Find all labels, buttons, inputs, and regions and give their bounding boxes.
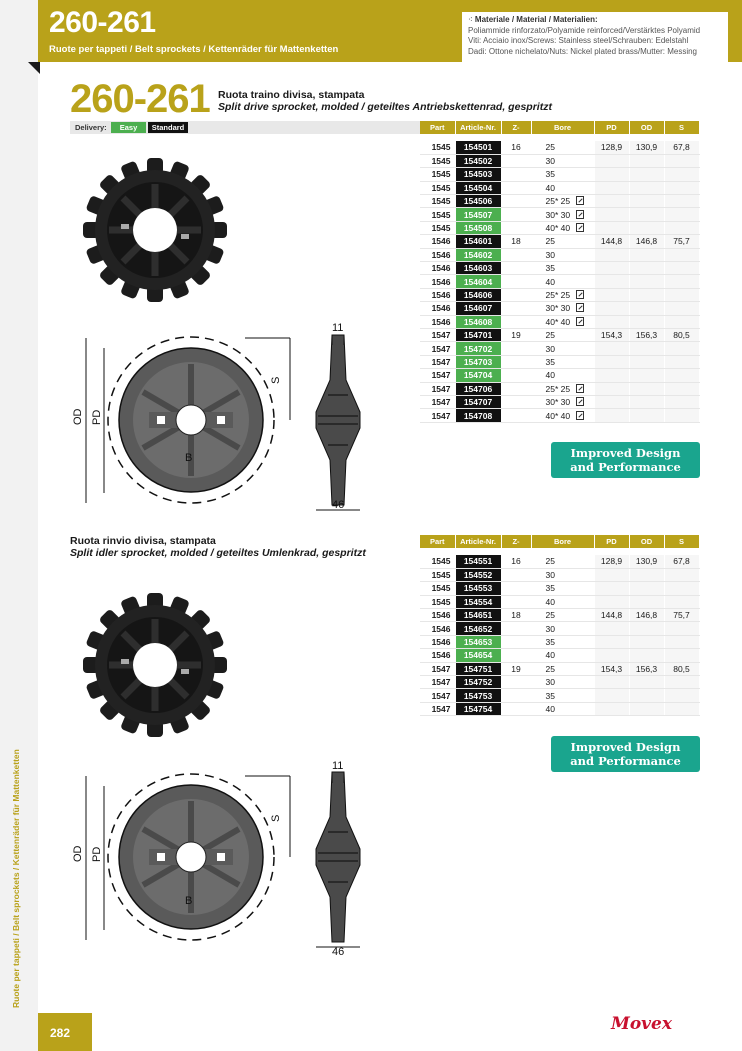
cell-art: 154506 [455, 195, 501, 208]
cell-art: 154753 [455, 689, 501, 702]
cell-s: 75,7 [664, 609, 699, 622]
cell-part: 1547 [420, 689, 455, 702]
cell-pd: 144,8 [594, 609, 629, 622]
sidebar-text: Ruote per tappeti / Belt sprockets / Kettenräder für Mattenketten [11, 749, 21, 1008]
cell-s: 75,7 [664, 235, 699, 248]
cell-part: 1547 [420, 409, 455, 422]
materials-line: Poliammide rinforzato/Polyamide reinforced/Verstärktes Polyamid [468, 25, 701, 35]
pd-label: PD [91, 409, 103, 425]
od-label: OD [72, 845, 84, 862]
cell-art: 154704 [455, 369, 501, 382]
cell-bore: 30* 30 [531, 395, 594, 408]
width-bottom-label: 46 [332, 499, 345, 511]
cell-z: 16 [501, 555, 531, 568]
cell-part: 1547 [420, 355, 455, 368]
cell-art: 154751 [455, 662, 501, 675]
od-label: OD [72, 408, 84, 425]
cell-art: 154706 [455, 382, 501, 395]
cell-od: 146,8 [629, 235, 664, 248]
cell-art: 154707 [455, 395, 501, 408]
cell-art: 154606 [455, 288, 501, 301]
cell-bore: 30 [531, 622, 594, 635]
cell-bore: 40 [531, 369, 594, 382]
column-header: Bore [531, 535, 594, 548]
sprocket-side-drawing [316, 335, 360, 505]
cell-art: 154703 [455, 355, 501, 368]
cell-part: 1545 [420, 595, 455, 608]
cell-art: 154507 [455, 208, 501, 221]
cell-part: 1547 [420, 702, 455, 715]
cell-part: 1547 [420, 395, 455, 408]
cell-bore: 25 [531, 328, 594, 341]
cell-bore: 35 [531, 262, 594, 275]
b-label: B [185, 895, 193, 907]
cell-bore: 30 [531, 676, 594, 689]
sprocket-front-drawing [108, 337, 274, 503]
cell-pd: 154,3 [594, 328, 629, 341]
cell-art: 154554 [455, 595, 501, 608]
cell-part: 1546 [420, 649, 455, 662]
column-header: OD [629, 535, 664, 548]
cell-art: 154601 [455, 235, 501, 248]
improved-line1: Improved Design [570, 740, 681, 754]
cell-s: 67,8 [664, 141, 699, 154]
cell-bore: 30 [531, 568, 594, 581]
cell-od: 130,9 [629, 555, 664, 568]
cell-part: 1546 [420, 248, 455, 261]
cell-art: 154701 [455, 328, 501, 341]
cell-bore: 40 [531, 595, 594, 608]
section2-title-it: Ruota rinvio divisa, stampata [70, 535, 216, 547]
column-header: PD [594, 121, 629, 134]
cell-bore: 40* 40 [531, 221, 594, 234]
cell-bore: 25* 25 [531, 288, 594, 301]
cell-art: 154553 [455, 582, 501, 595]
cell-bore: 25 [531, 662, 594, 675]
cell-bore: 35 [531, 168, 594, 181]
width-top-label: 11 [332, 322, 344, 334]
sprocket-photo [83, 158, 227, 302]
cell-part: 1545 [420, 168, 455, 181]
materials-line: Dadi: Ottone nichelato/Nuts: Nickel plated brass/Mutter: Messing [468, 46, 697, 56]
cell-part: 1547 [420, 342, 455, 355]
cell-art: 154702 [455, 342, 501, 355]
width-top-label: 11 [332, 760, 344, 772]
cell-art: 154608 [455, 315, 501, 328]
cell-part: 1546 [420, 288, 455, 301]
section1-title-en: Split drive sprocket, molded / geteiltes Antriebskettenrad, gespritzt [218, 101, 552, 113]
column-header: Part [420, 535, 455, 548]
cell-z: 19 [501, 662, 531, 675]
cell-art: 154708 [455, 409, 501, 422]
cell-art: 154651 [455, 609, 501, 622]
cell-pd: 154,3 [594, 662, 629, 675]
cell-z: 18 [501, 235, 531, 248]
column-header: Part [420, 121, 455, 134]
cell-part: 1546 [420, 622, 455, 635]
width-bottom-label: 46 [332, 946, 345, 958]
cell-art: 154508 [455, 221, 501, 234]
cell-art: 154551 [455, 555, 501, 568]
cell-art: 154654 [455, 649, 501, 662]
cell-part: 1546 [420, 275, 455, 288]
cell-bore: 35 [531, 582, 594, 595]
cell-art: 154503 [455, 168, 501, 181]
cell-art: 154604 [455, 275, 501, 288]
cell-pd: 144,8 [594, 235, 629, 248]
cell-art: 154602 [455, 248, 501, 261]
cell-bore: 25* 25 [531, 382, 594, 395]
cell-z: 16 [501, 141, 531, 154]
cell-art: 154652 [455, 622, 501, 635]
cell-bore: 25 [531, 235, 594, 248]
idler-photo [83, 593, 227, 737]
cell-pd: 128,9 [594, 141, 629, 154]
cell-part: 1546 [420, 235, 455, 248]
improved-line2: and Performance [570, 460, 681, 474]
cell-art: 154607 [455, 302, 501, 315]
cell-part: 1546 [420, 302, 455, 315]
column-header: Z- [501, 121, 531, 134]
cell-art: 154552 [455, 568, 501, 581]
section-code: 260-261 [70, 77, 210, 121]
s-label: S [270, 376, 282, 384]
cell-bore: 30* 30 [531, 208, 594, 221]
cell-z: 18 [501, 609, 531, 622]
materials-icon: ⁖ [468, 15, 475, 24]
cell-bore: 25 [531, 609, 594, 622]
cell-art: 154501 [455, 141, 501, 154]
cell-art: 154502 [455, 154, 501, 167]
cell-bore: 30* 30 [531, 302, 594, 315]
header-title: 260-261 [49, 6, 156, 39]
idler-front-drawing [108, 774, 274, 940]
cell-art: 154752 [455, 676, 501, 689]
cell-part: 1545 [420, 181, 455, 194]
cell-art: 154504 [455, 181, 501, 194]
cell-bore: 40 [531, 702, 594, 715]
movex-logo: Movex [611, 1014, 672, 1034]
cell-bore: 40 [531, 181, 594, 194]
cell-part: 1547 [420, 662, 455, 675]
b-label: B [185, 452, 193, 464]
cell-part: 1545 [420, 582, 455, 595]
cell-art: 154754 [455, 702, 501, 715]
standard-badge: Standard [148, 122, 188, 133]
cell-pd: 128,9 [594, 555, 629, 568]
cell-part: 1545 [420, 221, 455, 234]
column-header: Article-Nr. [455, 535, 501, 548]
cell-s: 80,5 [664, 662, 699, 675]
cell-part: 1546 [420, 315, 455, 328]
improved-line2: and Performance [570, 754, 681, 768]
cell-bore: 25 [531, 555, 594, 568]
cell-art: 154653 [455, 635, 501, 648]
column-header: OD [629, 121, 664, 134]
cell-od: 146,8 [629, 609, 664, 622]
cell-z: 19 [501, 328, 531, 341]
cell-bore: 30 [531, 154, 594, 167]
cell-part: 1545 [420, 555, 455, 568]
cell-part: 1545 [420, 141, 455, 154]
column-header: Z- [501, 535, 531, 548]
section1-title-it: Ruota traino divisa, stampata [218, 89, 365, 101]
cell-art: 154603 [455, 262, 501, 275]
cell-part: 1545 [420, 154, 455, 167]
cell-od: 156,3 [629, 662, 664, 675]
improved-line1: Improved Design [570, 446, 681, 460]
cell-od: 130,9 [629, 141, 664, 154]
cell-part: 1547 [420, 328, 455, 341]
cell-bore: 35 [531, 689, 594, 702]
column-header: S [664, 121, 699, 134]
materials-line: Viti: Acciaio inox/Screws: Stainless steel/Schrauben: Edelstahl [468, 36, 689, 45]
cell-part: 1545 [420, 195, 455, 208]
s-label: S [270, 814, 282, 822]
section2-title-en: Split idler sprocket, molded / geteiltes Umlenkrad, gespritzt [70, 547, 366, 559]
cell-bore: 25 [531, 141, 594, 154]
cell-bore: 35 [531, 635, 594, 648]
column-header: PD [594, 535, 629, 548]
cell-part: 1545 [420, 568, 455, 581]
cell-part: 1546 [420, 635, 455, 648]
materials-heading: Materiale / Material / Materialien: [474, 15, 598, 24]
cell-part: 1545 [420, 208, 455, 221]
cell-part: 1546 [420, 609, 455, 622]
pd-label: PD [91, 846, 103, 862]
column-header: S [664, 535, 699, 548]
cell-bore: 40* 40 [531, 315, 594, 328]
cell-bore: 40 [531, 275, 594, 288]
easy-badge: Easy [111, 122, 146, 133]
delivery-label: Delivery: [75, 123, 107, 132]
cell-part: 1547 [420, 382, 455, 395]
page-number: 282 [50, 1026, 71, 1040]
cell-bore: 30 [531, 342, 594, 355]
cell-s: 67,8 [664, 555, 699, 568]
idler-side-drawing [316, 772, 360, 942]
cell-bore: 30 [531, 248, 594, 261]
cell-bore: 40* 40 [531, 409, 594, 422]
cell-bore: 35 [531, 355, 594, 368]
cell-bore: 40 [531, 649, 594, 662]
header-subtitle: Ruote per tappeti / Belt sprockets / Kettenräder für Mattenketten [49, 44, 339, 55]
cell-s: 80,5 [664, 328, 699, 341]
cell-part: 1546 [420, 262, 455, 275]
cell-part: 1547 [420, 676, 455, 689]
cell-bore: 25* 25 [531, 195, 594, 208]
column-header: Article-Nr. [455, 121, 501, 134]
cell-od: 156,3 [629, 328, 664, 341]
column-header: Bore [531, 121, 594, 134]
cell-part: 1547 [420, 369, 455, 382]
